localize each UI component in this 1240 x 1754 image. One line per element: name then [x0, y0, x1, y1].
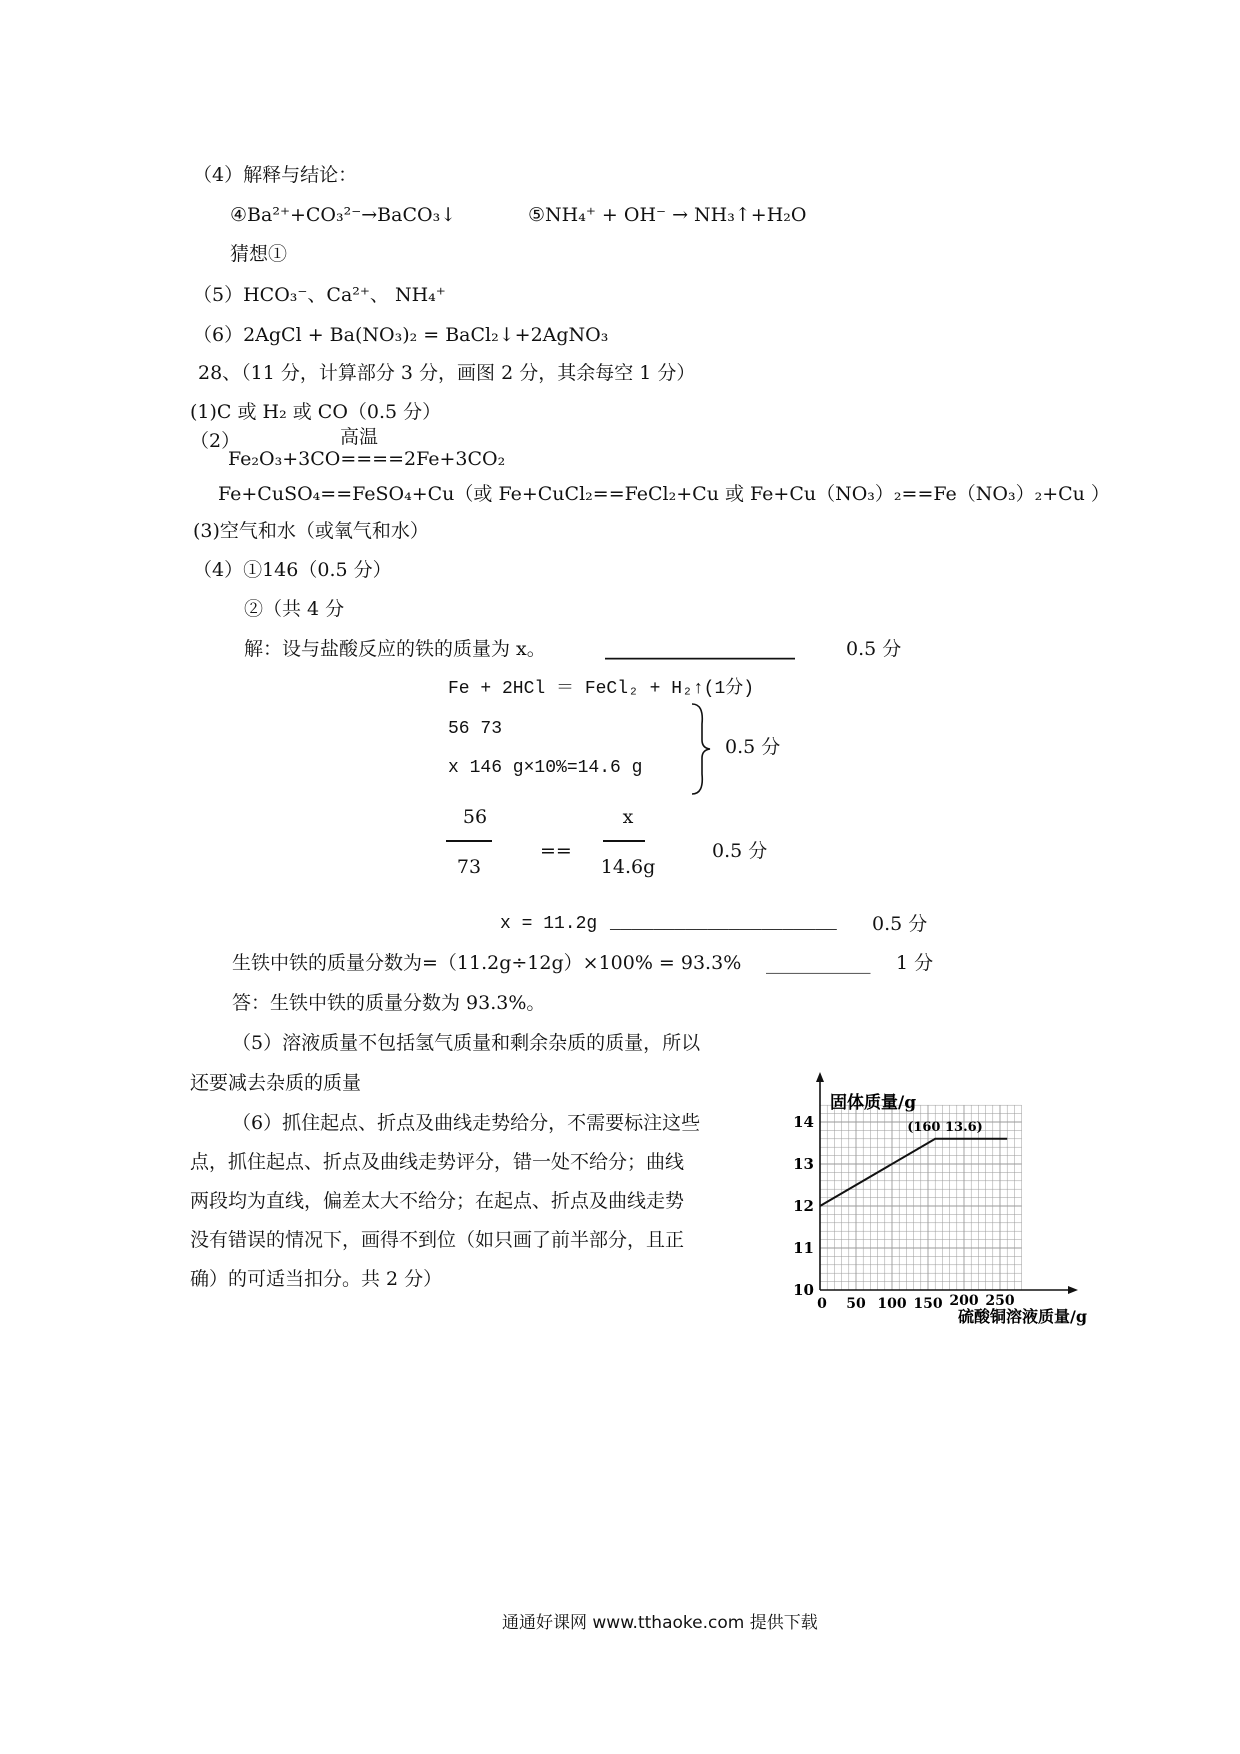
equation-4: ④Ba²⁺+CO₃²⁻→BaCO₃↓: [230, 204, 457, 226]
x-tick-label: 150: [913, 1296, 943, 1312]
q28-part1: (1)C 或 H₂ 或 CO（0.5 分）: [190, 401, 442, 423]
q28-part4b: ②（共 4 分: [244, 598, 345, 620]
x-blank: _____________________: [610, 914, 837, 934]
x-tick-label: 250: [985, 1293, 1015, 1309]
part6-line5: 确）的可适当扣分。共 2 分）: [190, 1268, 443, 1290]
part6-line1: （6）抓住起点、折点及曲线走势给分，不需要标注这些: [232, 1112, 701, 1134]
y-tick-label: 12: [793, 1197, 814, 1215]
answer-line: 答：生铁中铁的质量分数为 93.3%。: [232, 992, 546, 1014]
y-axis-arrow-icon: [816, 1072, 824, 1082]
right-brace-icon: [690, 702, 714, 796]
x-tick-label: 50: [846, 1296, 866, 1312]
solid-mass-chart: [780, 1070, 1110, 1330]
x-tick-label: 0: [817, 1296, 827, 1312]
fraction-a-bar: [446, 840, 492, 842]
y-tick-label: 14: [793, 1113, 814, 1131]
fraction-a-denominator: 73: [456, 856, 482, 878]
y-tick-label: 11: [793, 1239, 814, 1257]
sec4-title: （4）解释与结论：: [193, 164, 358, 186]
sec5: （5）HCO₃⁻、Ca²⁺、 NH₄⁺: [193, 284, 446, 306]
fraction-a-numerator: 56: [462, 806, 488, 828]
reaction-equation: Fe + 2HCl ＝ FeCl₂ + H₂↑(1分): [448, 679, 755, 699]
y-tick-label: 13: [793, 1155, 814, 1173]
molar-mass-row: 56 73: [448, 719, 503, 739]
part6-line4: 没有错误的情况下，画得不到位（如只画了前半部分，且正: [190, 1229, 685, 1251]
y-axis-label: 固体质量/g: [830, 1093, 917, 1113]
fraction-b-bar: [603, 840, 645, 842]
solution-score: 0.5 分: [846, 638, 902, 660]
mass-fraction-blank: ___________: [766, 952, 871, 974]
x-score: 0.5 分: [872, 913, 928, 935]
part6-line3: 两段均为直线，偏差太大不给分；在起点、折点及曲线走势: [190, 1190, 685, 1212]
x-tick-label: 100: [877, 1296, 907, 1312]
part5-line2: 还要减去杂质的质量: [190, 1072, 362, 1094]
fraction-equals: ==: [540, 840, 572, 862]
q28-head: 28、（11 分，计算部分 3 分，画图 2 分，其余每空 1 分）: [198, 362, 696, 384]
q28-part2: （2）: [190, 430, 241, 452]
guess: 猜想①: [230, 243, 288, 265]
fraction-b-numerator: x: [622, 806, 634, 828]
fraction-score: 0.5 分: [712, 840, 768, 862]
y-tick-label: 10: [793, 1281, 814, 1299]
x-axis-arrow-icon: [1068, 1286, 1078, 1294]
sec6: （6）2AgCl + Ba(NO₃)₂ = BaCl₂↓+2AgNO₃: [193, 324, 609, 346]
q28-part3: (3)空气和水（或氧气和水）: [193, 520, 429, 542]
x-result: x = 11.2g: [500, 914, 598, 934]
turning-point-label: (160 13.6): [907, 1119, 983, 1135]
part6-line2: 点，抓住起点、折点及曲线走势评分，错一处不给分；曲线: [190, 1151, 685, 1173]
equation-cuso4: Fe+CuSO₄==FeSO₄+Cu（或 Fe+CuCl₂==FeCl₂+Cu 或 Fe+Cu（NO₃）₂==Fe（NO₃）₂+Cu ）: [218, 483, 1110, 505]
q28-part4: （4）①146（0.5 分）: [193, 559, 392, 581]
fraction-b-denominator: 14.6g: [600, 856, 656, 878]
equation-5: ⑤NH₄⁺ + OH⁻ → NH₃↑+H₂O: [528, 204, 807, 226]
reaction-condition: 高温: [340, 426, 379, 448]
x-tick-label: 200: [949, 1293, 979, 1309]
y-tick-labels: [793, 1113, 814, 1299]
equation-fe2o3: Fe₂O₃+3CO====2Fe+3CO₂: [228, 448, 506, 470]
solution-blank: ____________________: [605, 638, 795, 660]
x-axis-label: 硫酸铜溶液质量/g: [958, 1307, 1088, 1326]
part5-line1: （5）溶液质量不包括氢气质量和剩余杂质的质量，所以: [232, 1032, 701, 1054]
mass-row: x 146 g×10%=14.6 g: [448, 758, 643, 778]
mass-fraction-line: 生铁中铁的质量分数为=（11.2g÷12g）×100% = 93.3%: [232, 952, 742, 974]
mass-fraction-score: 1 分: [896, 952, 934, 974]
brace-score: 0.5 分: [725, 736, 781, 758]
solution-intro: 解：设与盐酸反应的铁的质量为 x。: [244, 638, 546, 660]
footer: 通通好课网 www.tthaoke.com 提供下载: [502, 1613, 818, 1633]
